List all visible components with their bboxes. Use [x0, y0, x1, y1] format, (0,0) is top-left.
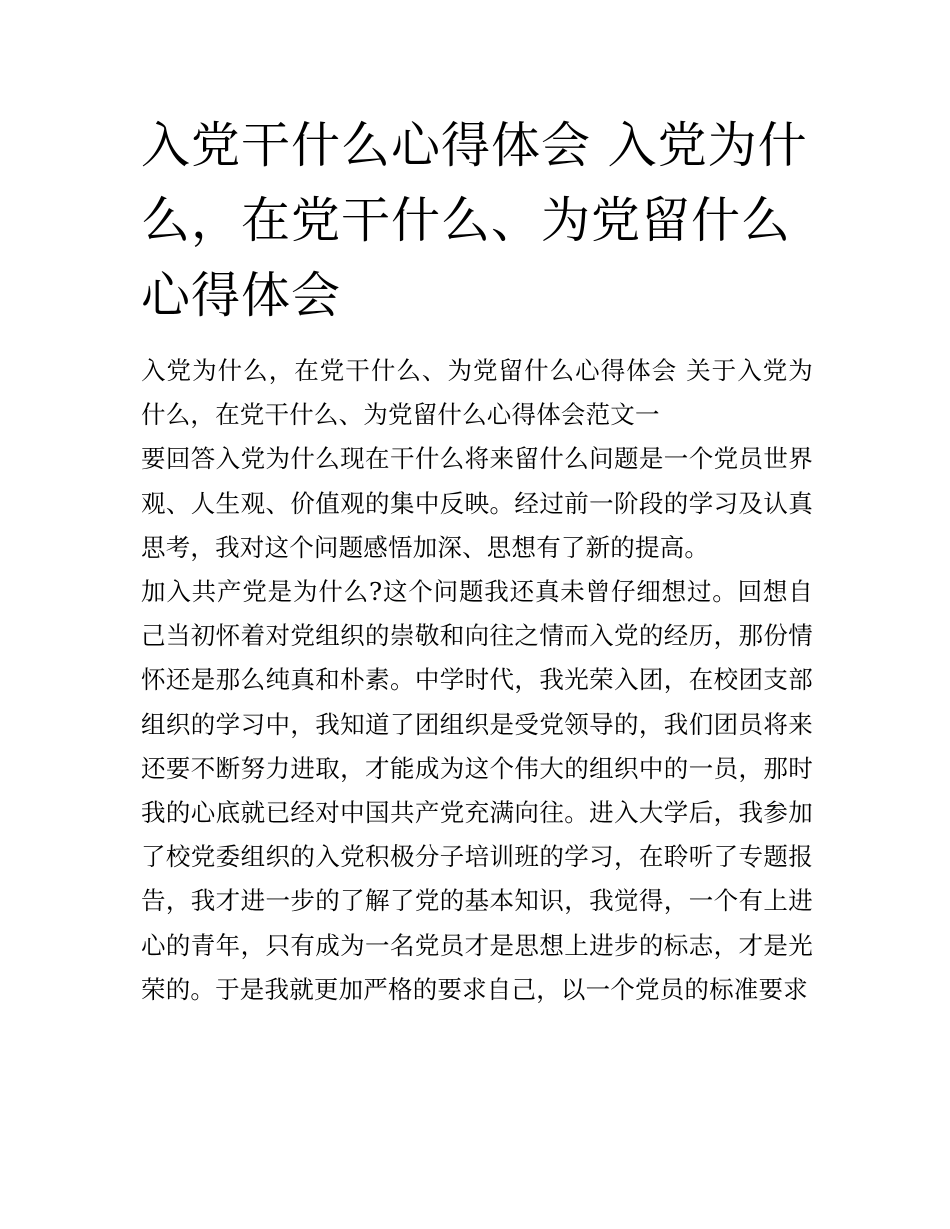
- document-title: 入党干什么心得体会 入党为什么，在党干什么、为党留什么心得体会: [141, 117, 808, 324]
- document-content: [141, 108, 813, 1012]
- document-body: [141, 349, 813, 1012]
- paragraph-why-join: 加入共产党是为什么?这个问题我还真未曾仔细想过。回想自己当初怀着对党组织的崇敬和向往之情而入党的经历，那份情怀还是那么纯真和朴素。中学时代，我光荣入团，在校团支部组织的学习中，我知道了团组织是受党领导的，我们团员将来还要不断努力进取，才能成为这个伟大的组织中的一员，那时我的心底就已经对中国共产党充满向往。进入大学后，我参加了校党委组织的入党积极分子培训班的学习，在聆听了专题报告，我才进一步的了解了党的基本知识，我觉得，一个有上进心的青年，只有成为一名党员才是思想上进步的标志，才是光荣的。于是我就更加严格的要求自己，以一个党员的标准要求: [141, 577, 813, 1004]
- paragraph-answer: 要回答入党为什么现在干什么将来留什么问题是一个党员世界观、人生观、价值观的集中反映。经过前一阶段的学习及认真思考，我对这个问题感悟加深、思想有了新的提高。: [141, 444, 813, 562]
- paragraph-intro: 入党为什么，在党干什么、为党留什么心得体会 关于入党为什么，在党干什么、为党留什么心得体会范文一: [141, 356, 813, 430]
